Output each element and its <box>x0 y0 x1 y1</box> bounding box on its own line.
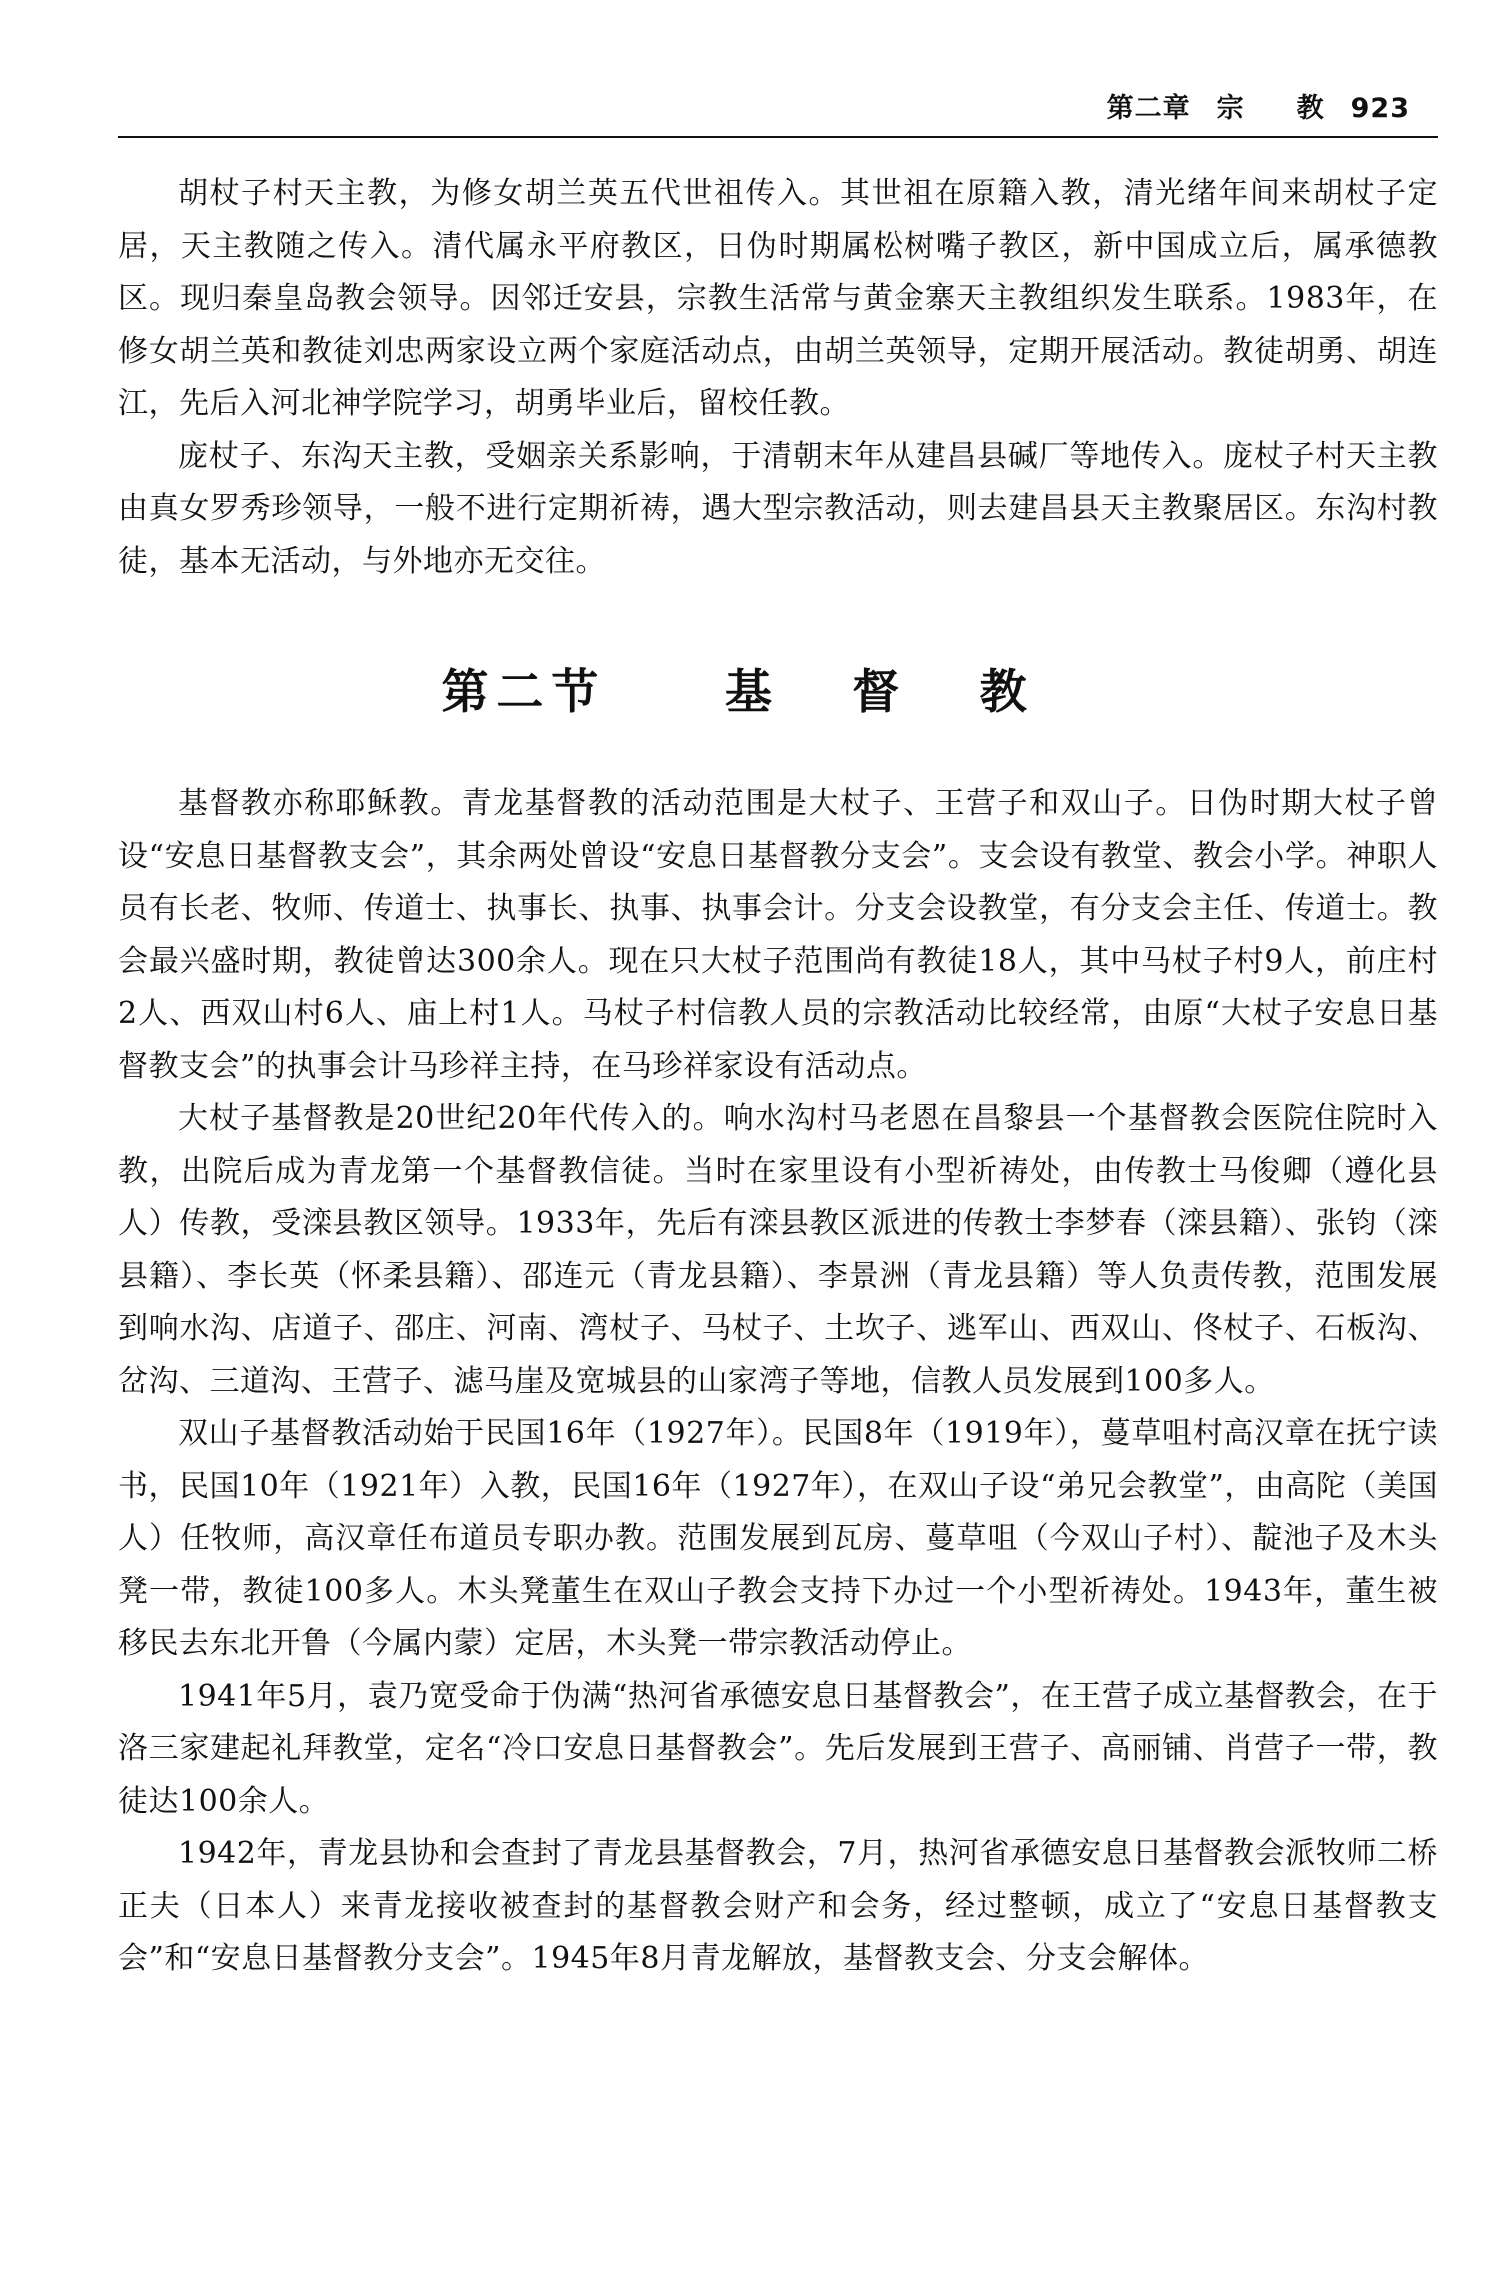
header-rule <box>118 136 1438 138</box>
section-title-char: 基 <box>724 665 780 720</box>
chapter-label: 第二章 <box>1106 93 1191 124</box>
running-header <box>1107 86 1410 125</box>
paragraph: 胡杖子村天主教，为修女胡兰英五代世祖传入。其世祖在原籍入教，清光绪年间来胡杖子定居，天主教随之传入。清代属永平府教区，日伪时期属松树嘴子教区，新中国成立后，属承德教区。现归秦皇岛教会领导。因邻迁安县，宗教生活常与黄金寨天主教组织发生联系。1983年，在修女胡兰英和教徒刘忠两家设立两个家庭活动点，由胡兰英领导，定期开展活动。教徒胡勇、胡连江，先后入河北神学院学习，胡勇毕业后，留校任教。 <box>118 176 1438 421</box>
chapter-title-char: 宗 <box>1216 93 1245 124</box>
chapter-title-char: 教 <box>1296 93 1325 124</box>
paragraph: 基督教亦称耶稣教。青龙基督教的活动范围是大杖子、王营子和双山子。日伪时期大杖子曾设“安息日基督教支会”，其余两处曾设“安息日基督教分支会”。支会设有教堂、教会小学。神职人员有长老、牧师、传道士、执事长、执事、执事会计。分支会设教堂，有分支会主任、传道士。教会最兴盛时期，教徒曾达300余人。现在只大杖子范围尚有教徒18人，其中马杖子村9人，前庄村2人、西双山村6人、庙上村1人。马杖子村信教人员的宗教活动比较经常，由原“大杖子安息日基督教支会”的执事会计马珍祥主持，在马珍祥家设有活动点。 <box>118 786 1438 1084</box>
intro-text-block <box>118 168 1438 588</box>
section-text-block <box>118 778 1438 1986</box>
section-title <box>0 655 1500 722</box>
section-title-char: 督 <box>852 665 908 720</box>
paragraph: 大杖子基督教是20世纪20年代传入的。响水沟村马老恩在昌黎县一个基督教会医院住院时入教，出院后成为青龙第一个基督教信徒。当时在家里设有小型祈祷处，由传教士马俊卿（遵化县人）传教，受滦县教区领导。1933年，先后有滦县教区派进的传教士李梦春（滦县籍）、张钧（滦县籍）、李长英（怀柔县籍）、邵连元（青龙县籍）、李景洲（青龙县籍）等人负责传教，范围发展到响水沟、店道子、邵庄、河南、湾杖子、马杖子、土坎子、逃军山、西双山、佟杖子、石板沟、岔沟、三道沟、王营子、滤马崖及宽城县的山家湾子等地，信教人员发展到100多人。 <box>118 1101 1438 1399</box>
section-number: 第二节 <box>441 665 607 720</box>
paragraph: 1941年5月，袁乃宽受命于伪满“热河省承德安息日基督教会”，在王营子成立基督教会，在于洛三家建起礼拜教堂，定名“冷口安息日基督教会”。先后发展到王营子、高丽铺、肖营子一带，教徒达100余人。 <box>118 1678 1438 1819</box>
paragraph: 庞杖子、东沟天主教，受姻亲关系影响，于清朝末年从建昌县碱厂等地传入。庞杖子村天主教由真女罗秀珍领导，一般不进行定期祈祷，遇大型宗教活动，则去建昌县天主教聚居区。东沟村教徒，基本无活动，与外地亦无交往。 <box>118 438 1438 579</box>
page-number: 923 <box>1350 93 1410 124</box>
section-title-char: 教 <box>979 665 1035 720</box>
paragraph: 1942年，青龙县协和会查封了青龙县基督教会，7月，热河省承德安息日基督教会派牧师二桥正夫（日本人）来青龙接收被查封的基督教会财产和会务，经过整顿，成立了“安息日基督教支会”和“安息日基督教分支会”。1945年8月青龙解放，基督教支会、分支会解体。 <box>118 1836 1438 1976</box>
paragraph: 双山子基督教活动始于民国16年（1927年）。民国8年（1919年），蔓草咀村高汉章在抚宁读书，民国10年（1921年）入教，民国16年（1927年），在双山子设“弟兄会教堂”，由高陀（美国人）任牧师，高汉章任布道员专职办教。范围发展到瓦房、蔓草咀（今双山子村）、靛池子及木头凳一带，教徒100多人。木头凳董生在双山子教会支持下办过一个小型祈祷处。1943年，董生被移民去东北开鲁（今属内蒙）定居，木头凳一带宗教活动停止。 <box>118 1416 1438 1661</box>
